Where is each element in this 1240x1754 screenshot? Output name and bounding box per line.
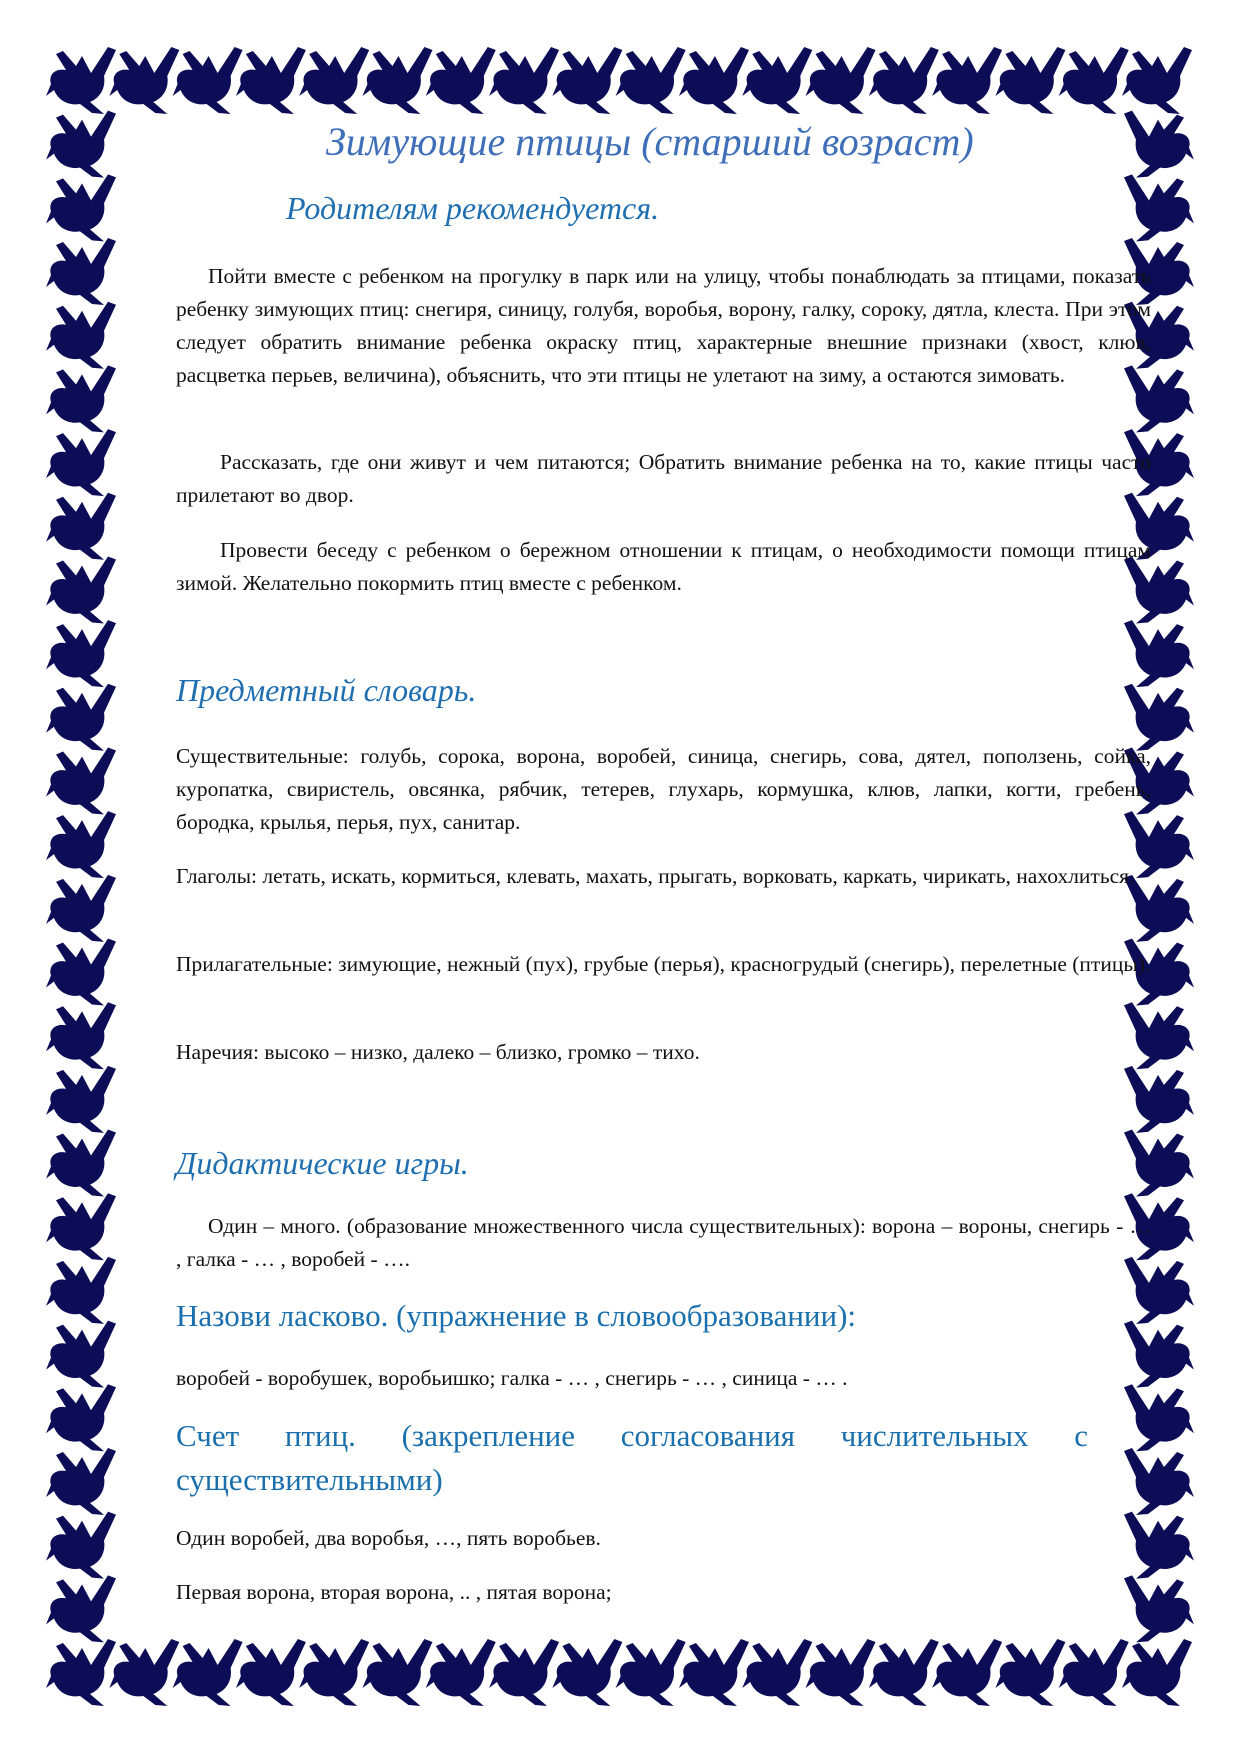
games-heading: Дидактические игры. (176, 1145, 469, 1181)
affectionate-text: воробей - воробушек, воробьишко; галка - … , снегирь - … , синица - … . (176, 1366, 848, 1390)
nouns-text: Существительные: голубь, сорока, ворона, воробей, синица, снегирь, сова, дятел, поползень, сойка, куропатка, свиристель, овсянка, рябчик, тетерев, глухарь, кормушка, клюв, лапки, когти, гребень, бородка, крылья, перья, пух, санитар. (176, 744, 1151, 834)
counting-line: Один воробей, два воробья, …, пять воробьев. (176, 1526, 601, 1550)
adverbs-text: Наречия: высоко – низко, далеко – близко, громко – тихо. (176, 1040, 700, 1064)
affectionate-heading: Назови ласково. (упражнение в словообразовании): (176, 1298, 857, 1333)
counting-line: Первая ворона, вторая ворона, .. , пятая ворона; (176, 1580, 612, 1604)
recommendation-paragraph: Пойти вместе с ребенком на прогулку в парк или на улицу, чтобы понаблюдать за птицами, показать ребенку зимующих птиц: снегиря, синицу, голубя, воробья, ворону, галку, сороку, дятла, клеста. При этом следует обратить внимание ребенка окраску птиц, характерные внешние признаки (хвост, клюв, расцветка перьев, величина), объяснить, что эти птицы не улетают на зиму, а остаются зимовать. (176, 264, 1151, 387)
adjectives-text: Прилагательные: зимующие, нежный (пух), грубые (перья), красногрудый (снегирь), перелетные (птицы). (176, 952, 1151, 976)
page-title: Зимующие птицы (старший возраст) (326, 119, 974, 164)
vocabulary-heading: Предметный словарь. (176, 672, 477, 708)
counting-heading: Счет птиц. (закрепление согласования числительных с существительными) (176, 1418, 1088, 1497)
subtitle: Родителям рекомендуется. (286, 190, 660, 226)
recommendation-paragraph: Провести беседу с ребенком о бережном отношении к птицам, о необходимости помощи птицам зимой. Желательно покормить птиц вместе с ребенком. (176, 538, 1151, 595)
one-many-text: Один – много. (образование множественного числа существительных): ворона – вороны, снегирь - … , галка - … , воробей - …. (176, 1214, 1151, 1271)
verbs-text: Глаголы: летать, искать, кормиться, клевать, махать, прыгать, ворковать, каркать, чирикать, нахохлиться. (176, 864, 1135, 888)
recommendation-paragraph: Рассказать, где они живут и чем питаются; Обратить внимание ребенка на то, какие птицы часто прилетают во двор. (176, 450, 1151, 507)
